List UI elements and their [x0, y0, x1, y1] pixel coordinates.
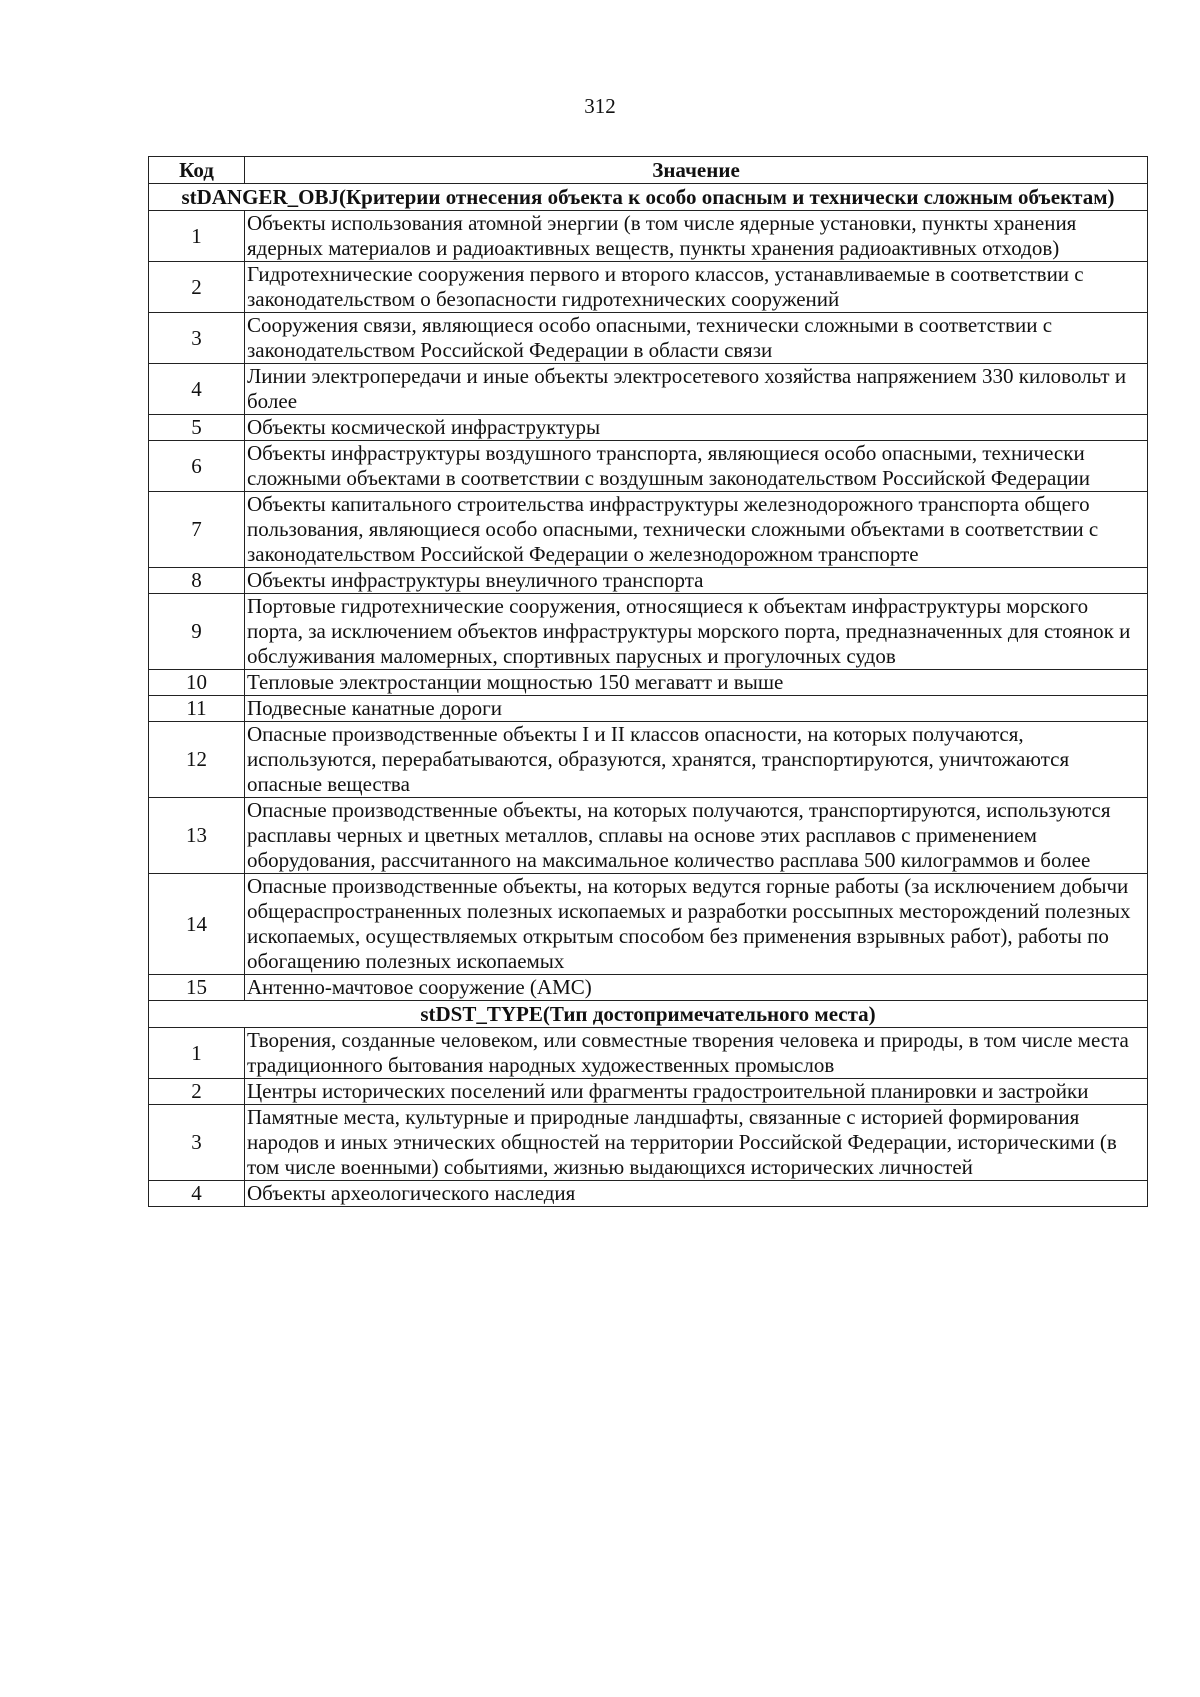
row-value: Объекты капитального строительства инфраструктуры железнодорожного транспорта общего пользования, являющиеся особо опасными, технически сложными объектами в соответствии с законодательством Российской Федерации о железнодорожном транспорте — [245, 492, 1148, 568]
table-body — [149, 184, 1148, 1207]
row-value: Сооружения связи, являющиеся особо опасными, технически сложными в соответствии с законодательством Российской Федерации в области связи — [245, 313, 1148, 364]
page-number: 312 — [584, 94, 616, 118]
row-code: 8 — [149, 568, 245, 594]
row-code: 5 — [149, 415, 245, 441]
table-row — [149, 874, 1148, 975]
table-header-row — [149, 157, 1148, 184]
row-code: 13 — [149, 798, 245, 874]
row-value: Центры исторических поселений или фрагменты градостроительной планировки и застройки — [245, 1079, 1148, 1105]
row-value: Портовые гидротехнические сооружения, относящиеся к объектам инфраструктуры морского порта, за исключением объектов инфраструктуры морского порта, предназначенных для стоянок и обслуживания маломерных, спортивных парусных и прогулочных судов — [245, 594, 1148, 670]
table-row — [149, 262, 1148, 313]
column-header-code: Код — [149, 157, 245, 184]
row-value: Творения, созданные человеком, или совместные творения человека и природы, в том числе места традиционного бытования народных художественных промыслов — [245, 1028, 1148, 1079]
classifier-table — [148, 156, 1148, 1207]
row-code: 4 — [149, 1181, 245, 1207]
row-value: Линии электропередачи и иные объекты электросетевого хозяйства напряжением 330 киловольт и более — [245, 364, 1148, 415]
table-row — [149, 975, 1148, 1001]
column-header-value: Значение — [245, 157, 1148, 184]
table-row — [149, 492, 1148, 568]
row-value: Опасные производственные объекты, на которых получаются, транспортируются, используются расплавы черных и цветных металлов, сплавы на основе этих расплавов с применением оборудования, рассчитанного на максимальное количество расплава 500 килограммов и более — [245, 798, 1148, 874]
row-code: 14 — [149, 874, 245, 975]
table-row — [149, 1079, 1148, 1105]
section-header-row — [149, 1001, 1148, 1028]
table-row — [149, 211, 1148, 262]
row-code: 1 — [149, 1028, 245, 1079]
row-code: 4 — [149, 364, 245, 415]
row-code: 2 — [149, 262, 245, 313]
row-value: Объекты космической инфраструктуры — [245, 415, 1148, 441]
table-row — [149, 696, 1148, 722]
row-value: Объекты археологического наследия — [245, 1181, 1148, 1207]
section-title: stDST_TYPE(Тип достопримечательного места) — [149, 1001, 1148, 1028]
table-row — [149, 594, 1148, 670]
table-row — [149, 1028, 1148, 1079]
table-row — [149, 415, 1148, 441]
row-value: Опасные производственные объекты I и II классов опасности, на которых получаются, используются, перерабатываются, образуются, хранятся, транспортируются, уничтожаются опасные вещества — [245, 722, 1148, 798]
table-row — [149, 568, 1148, 594]
table-row — [149, 1105, 1148, 1181]
row-code: 12 — [149, 722, 245, 798]
row-code: 3 — [149, 313, 245, 364]
row-value: Объекты инфраструктуры внеуличного транспорта — [245, 568, 1148, 594]
table-row — [149, 441, 1148, 492]
row-value: Гидротехнические сооружения первого и второго классов, устанавливаемые в соответствии с законодательством о безопасности гидротехнических сооружений — [245, 262, 1148, 313]
table-row — [149, 1181, 1148, 1207]
row-code: 7 — [149, 492, 245, 568]
row-value: Объекты инфраструктуры воздушного транспорта, являющиеся особо опасными, технически сложными объектами в соответствии с воздушным законодательством Российской Федерации — [245, 441, 1148, 492]
section-header-row — [149, 184, 1148, 211]
section-title: stDANGER_OBJ(Критерии отнесения объекта к особо опасным и технически сложным объектам) — [149, 184, 1148, 211]
row-code: 10 — [149, 670, 245, 696]
row-value: Опасные производственные объекты, на которых ведутся горные работы (за исключением добычи общераспространенных полезных ископаемых и разработки россыпных месторождений полезных ископаемых, осуществляемых открытым способом без применения взрывных работ), работы по обогащению полезных ископаемых — [245, 874, 1148, 975]
row-value: Антенно-мачтовое сооружение (АМС) — [245, 975, 1148, 1001]
row-code: 9 — [149, 594, 245, 670]
row-code: 1 — [149, 211, 245, 262]
row-code: 3 — [149, 1105, 245, 1181]
row-code: 2 — [149, 1079, 245, 1105]
row-code: 6 — [149, 441, 245, 492]
row-value: Объекты использования атомной энергии (в том числе ядерные установки, пункты хранения ядерных материалов и радиоактивных веществ, пункты хранения радиоактивных отходов) — [245, 211, 1148, 262]
row-value: Памятные места, культурные и природные ландшафты, связанные с историей формирования народов и иных этнических общностей на территории Российской Федерации, историческими (в том числе военными) событиями, жизнью выдающихся исторических личностей — [245, 1105, 1148, 1181]
table-row — [149, 313, 1148, 364]
table-row — [149, 798, 1148, 874]
row-value: Подвесные канатные дороги — [245, 696, 1148, 722]
row-value: Тепловые электростанции мощностью 150 мегаватт и выше — [245, 670, 1148, 696]
row-code: 11 — [149, 696, 245, 722]
table-row — [149, 722, 1148, 798]
row-code: 15 — [149, 975, 245, 1001]
table-row — [149, 670, 1148, 696]
table-row — [149, 364, 1148, 415]
